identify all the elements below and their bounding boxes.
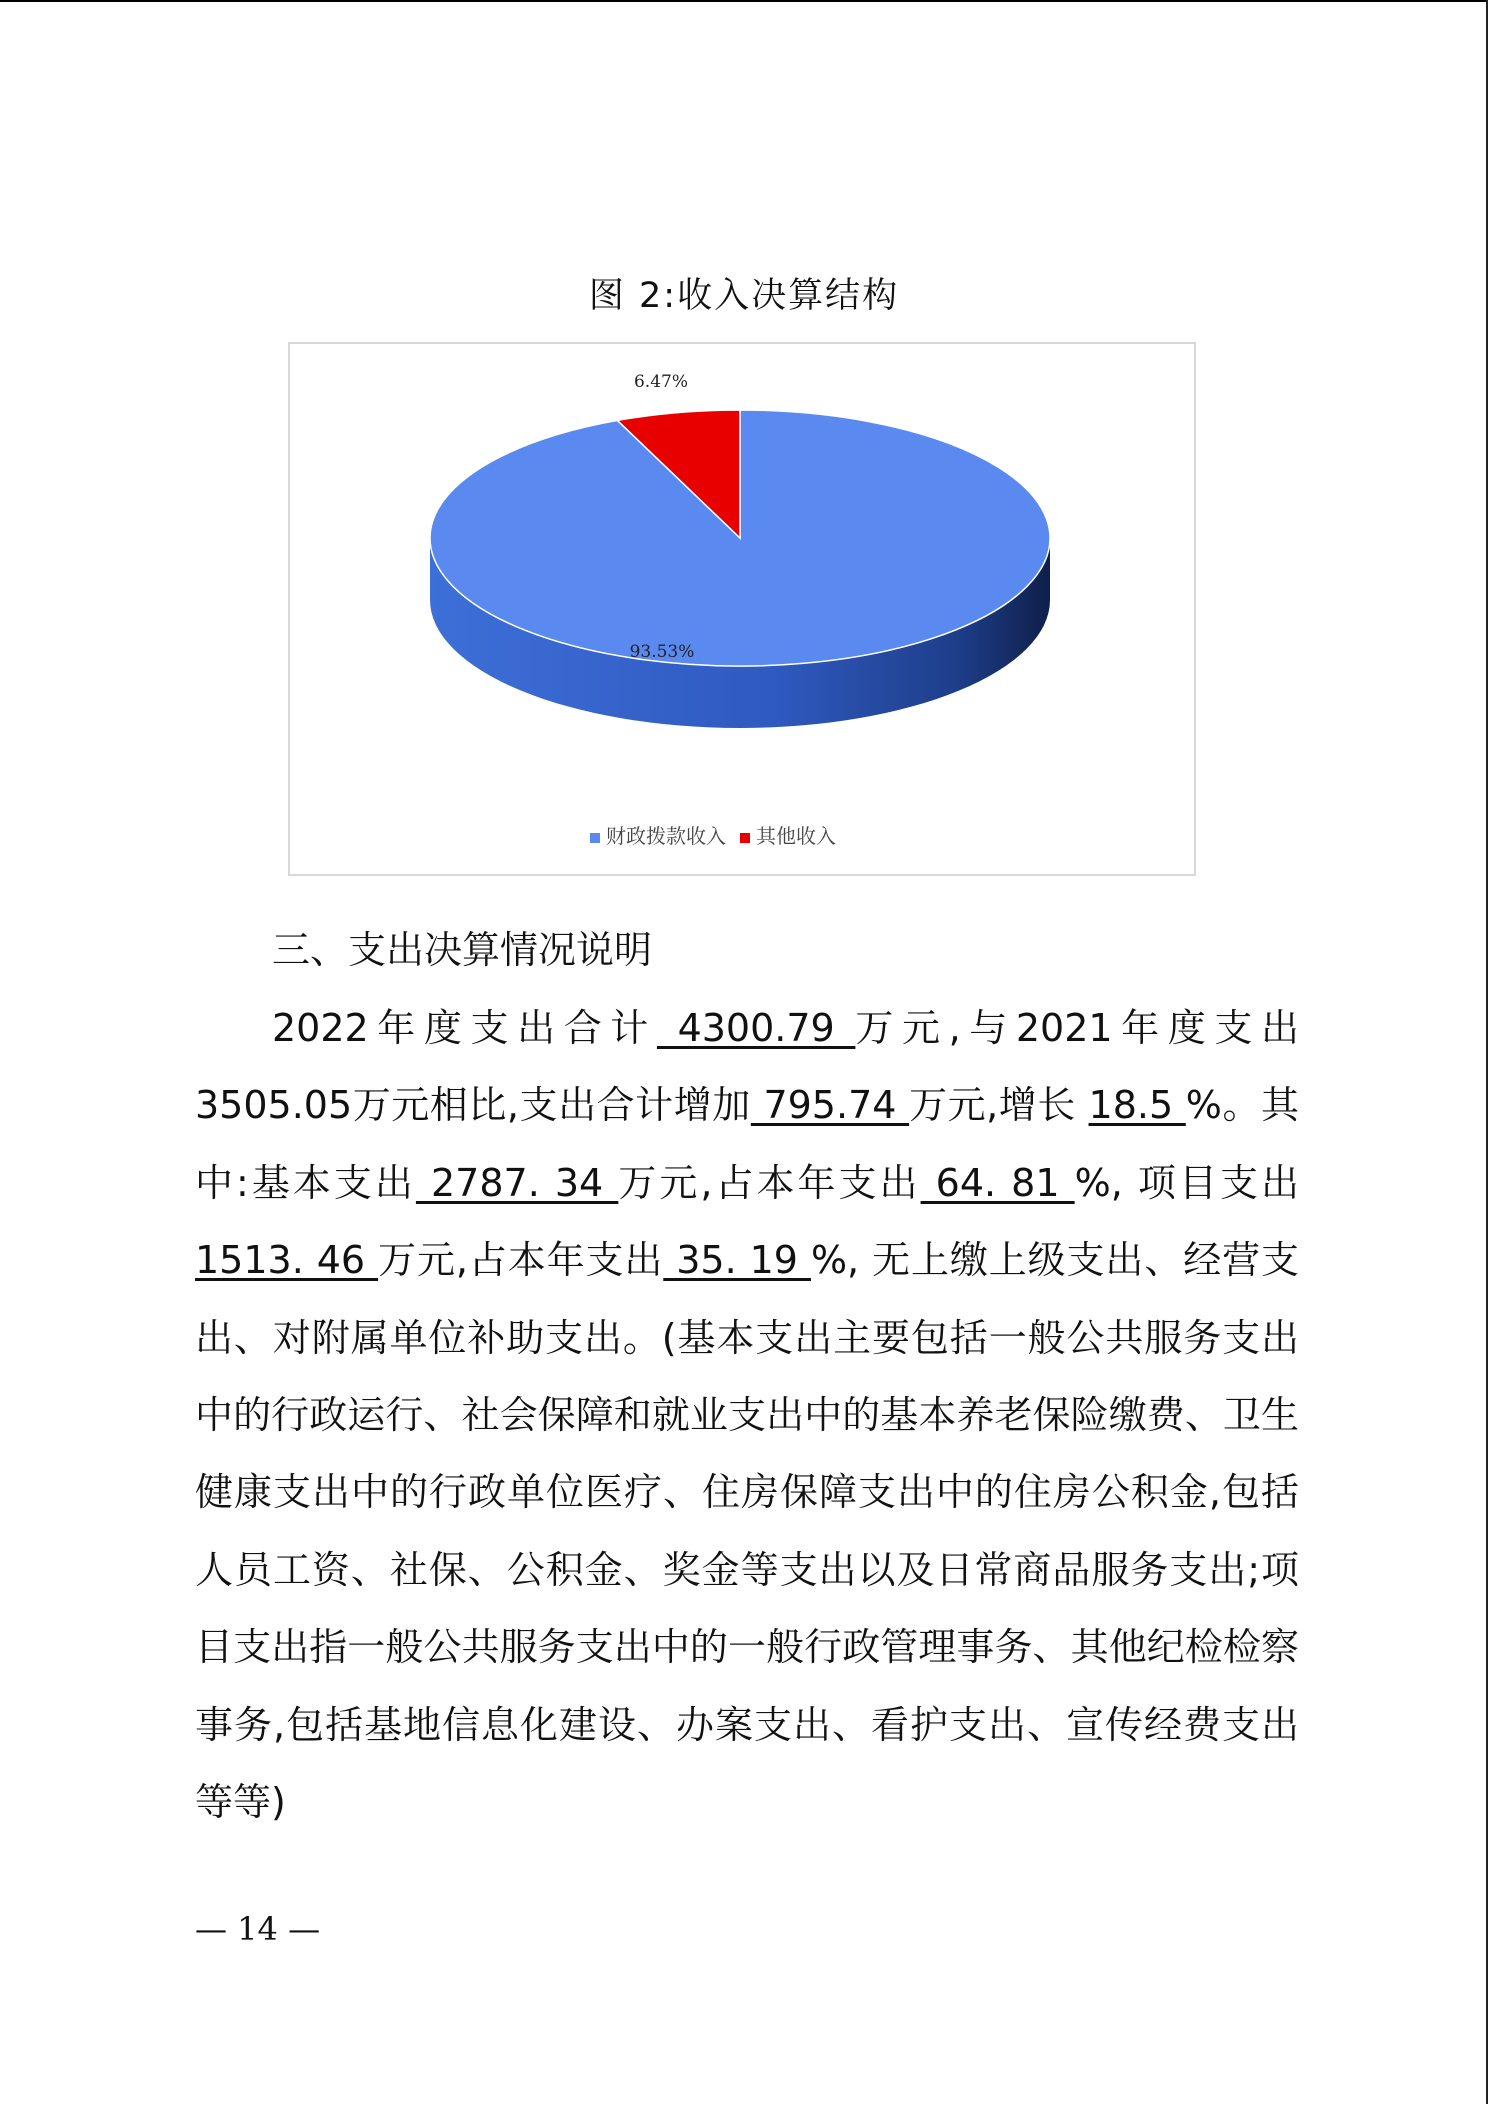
para-text-3: 万元,增长	[909, 1083, 1089, 1128]
legend-swatch-0	[590, 833, 600, 843]
project-share-value: 35. 19	[663, 1238, 811, 1283]
section-heading: 三、支出决算情况说明	[272, 928, 653, 972]
pie-label-1: 6.47%	[633, 372, 689, 392]
para-text-8: %, 无上缴上级支出、经营支出、对附属单位补助支出。(基本支出主要包括一般公共服务支出中的行政运行、社会保障和就业支出中的基本养老保险缴费、卫生健康支出中的行政单位医疗、住房保障支出中的住房公积金,包括人员工资、社保、公积金、奖金等支出以及日常商品服务支出;项目支出指一般公共服务支出中的一般行政管理事务、其他纪检检察事务,包括基地信息化建设、办案支出、看护支出、宣传经费支出等等)	[195, 1238, 1299, 1825]
para-text-2: 万元,与2021年度支出3505.05万元相比,支出合计增加	[195, 1006, 1299, 1128]
legend-label-1: 其他收入	[756, 824, 836, 848]
project-expenditure-value: 1513. 46	[195, 1238, 379, 1283]
expenditure-paragraph	[195, 990, 1299, 1841]
legend-swatch-1	[740, 833, 750, 843]
para-text-7: 万元,占本年支出	[378, 1238, 664, 1283]
para-text-1: 2022年度支出合计	[272, 1006, 657, 1050]
para-text-6: %, 项目支出	[1074, 1160, 1299, 1205]
para-text-5: 万元,占本年支出	[618, 1160, 921, 1205]
para-text-4: %。其中:基本支出	[195, 1083, 1299, 1205]
figure-title: 图 2:收入决算结构	[588, 276, 900, 316]
growth-value: 18.5	[1088, 1083, 1186, 1128]
legend-label-0: 财政拨款收入	[606, 824, 726, 848]
basic-share-value: 64. 81	[920, 1160, 1075, 1205]
total-expenditure-value: 4300.79	[656, 1006, 856, 1050]
page-number: — 14 —	[195, 1910, 321, 1948]
basic-expenditure-value: 2787. 34	[415, 1160, 619, 1205]
pie-label-0: 93.53%	[629, 642, 695, 662]
pie-chart-svg	[290, 344, 1194, 874]
pie-chart	[288, 342, 1196, 876]
page-top-border	[0, 0, 1488, 2]
increase-value: 795.74	[750, 1083, 910, 1128]
